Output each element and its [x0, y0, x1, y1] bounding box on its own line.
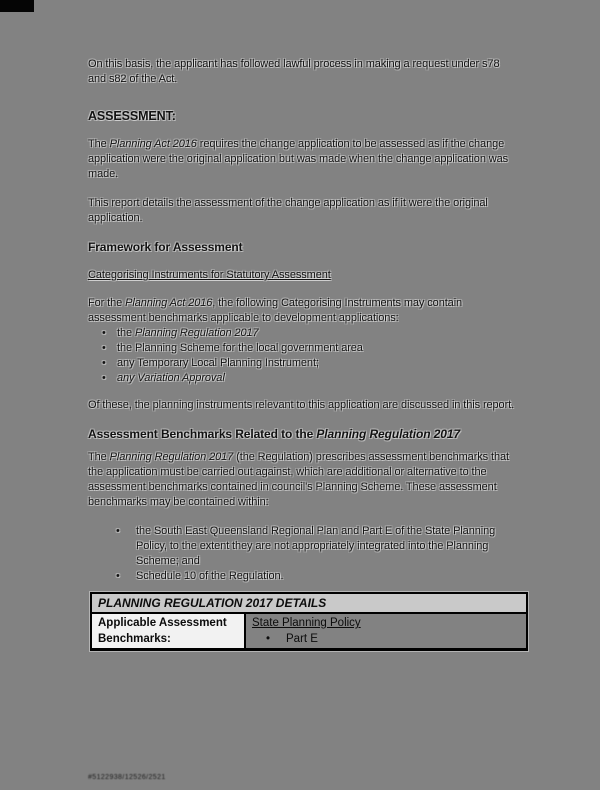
value-title: State Planning Policy	[252, 617, 361, 629]
table-row-value	[245, 613, 527, 650]
paragraph-run: The	[88, 138, 110, 150]
list-item	[88, 569, 520, 584]
paragraph-relevant-instruments: Of these, the planning instruments relevant to this application are discussed in this report.	[88, 399, 515, 411]
value-bullet-item: • Part E	[252, 631, 520, 647]
table-row	[91, 613, 527, 650]
table-row-label: Applicable Assessment Benchmarks:	[91, 613, 245, 650]
list-item-text: the South East Queensland Regional Plan and Part E of the State Planning Policy, to the extent they are not appropriately integrated into the Planning Scheme; and	[136, 525, 496, 567]
paragraph-run: requires the change application to be assessed as if the change application were the original application but was made when the change application was made.	[88, 138, 509, 180]
paragraph-regulation-prescribes	[88, 450, 520, 510]
paragraph-run: , the following Categorising Instruments may contain assessment benchmarks applicable to development applications:	[88, 297, 463, 324]
paragraph-lawful-process: On this basis, the applicant has followed lawful process in making a request under s78 and s82 of the Act.	[88, 58, 500, 85]
paragraph-run: The	[88, 451, 110, 463]
regulation-name-italic: Planning Regulation 2017	[109, 451, 234, 463]
list-item	[88, 371, 520, 386]
list-item	[88, 341, 520, 356]
list-item-italic: Planning Regulation 2017	[134, 327, 259, 339]
list-item-italic: any Variation Approval	[117, 372, 225, 384]
framework-heading: Framework for Assessment	[88, 240, 243, 254]
benchmarks-list	[88, 524, 520, 584]
regulation-name-italic: Planning Regulation 2017	[316, 427, 461, 441]
instruments-list	[88, 326, 520, 386]
paragraph-report-details: This report details the assessment of the change application as if it were the original application.	[88, 197, 488, 224]
list-item	[88, 524, 520, 569]
heading-run: Assessment Benchmarks Related to the	[88, 427, 317, 441]
table-title: PLANNING REGULATION 2017 DETAILS	[91, 593, 527, 613]
act-name-italic: Planning Act 2016	[109, 138, 197, 150]
benchmarks-heading	[88, 427, 520, 442]
list-item	[88, 356, 520, 371]
planning-regulation-table	[90, 592, 528, 651]
paragraph-run: (the Regulation) prescribes assessment benchmarks that the application must be carried out against, which are additional or alternative to the assessment benchmarks contained in council's Planning Scheme. These assessment benchmarks may be contained within:	[88, 451, 509, 508]
assessment-heading: ASSESSMENT:	[88, 109, 176, 123]
list-item-text: the	[117, 327, 135, 339]
categorising-heading: Categorising Instruments for Statutory Assessment	[88, 269, 331, 281]
list-item-text: the Planning Scheme for the local government area	[117, 342, 363, 354]
paragraph-categorising-instruments	[88, 296, 520, 326]
paragraph-planning-act-requirement	[88, 137, 520, 182]
document-body	[88, 57, 520, 594]
act-name-italic: Planning Act 2016	[125, 297, 213, 309]
footer-reference: #5122938/12526/2521	[88, 774, 166, 781]
scan-artifact-mark	[0, 0, 34, 12]
list-item-text: any Temporary Local Planning Instrument;	[117, 357, 319, 369]
paragraph-run: For the	[88, 297, 126, 309]
list-item	[88, 326, 520, 341]
table-header-row	[91, 593, 527, 613]
list-item-text: Schedule 10 of the Regulation.	[136, 570, 284, 582]
